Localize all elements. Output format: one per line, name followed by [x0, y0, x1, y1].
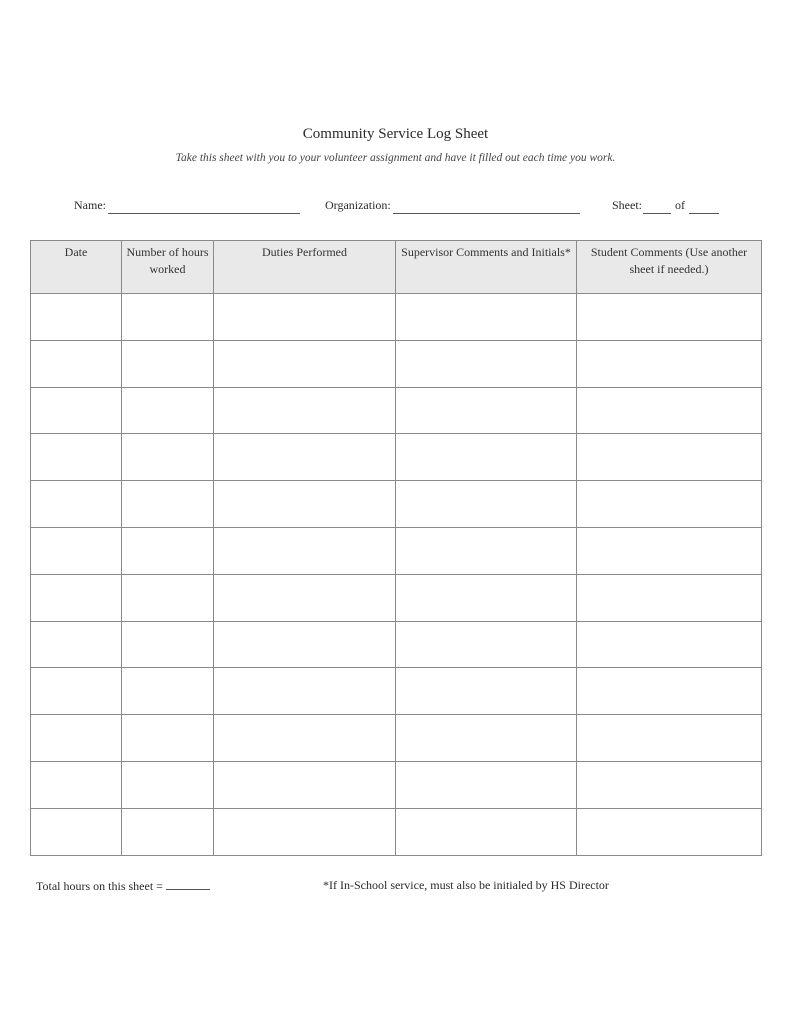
cell-student[interactable]: [577, 294, 762, 341]
table-row: [31, 668, 762, 715]
cell-supervisor[interactable]: [396, 668, 577, 715]
organization-field[interactable]: [393, 213, 580, 214]
col-header-date: Date: [31, 241, 122, 294]
header-fields: [0, 198, 791, 220]
table-row: [31, 481, 762, 528]
cell-student[interactable]: [577, 761, 762, 808]
cell-hours[interactable]: [122, 434, 214, 481]
name-label: Name:: [74, 198, 106, 212]
cell-date[interactable]: [31, 808, 122, 855]
cell-date[interactable]: [31, 434, 122, 481]
cell-supervisor[interactable]: [396, 574, 577, 621]
cell-supervisor[interactable]: [396, 434, 577, 481]
cell-student[interactable]: [577, 387, 762, 434]
page-title: Community Service Log Sheet: [302, 126, 489, 142]
organization-label: Organization:: [325, 198, 391, 212]
cell-duties[interactable]: [214, 294, 396, 341]
cell-date[interactable]: [31, 481, 122, 528]
total-hours-line: [36, 878, 210, 894]
cell-student[interactable]: [577, 340, 762, 387]
cell-student[interactable]: [577, 481, 762, 528]
total-hours-label: Total hours on this sheet =: [36, 879, 163, 893]
table-row: [31, 294, 762, 341]
cell-student[interactable]: [577, 715, 762, 762]
sheet-total-field[interactable]: [689, 213, 719, 214]
table-body: [31, 294, 762, 856]
cell-duties[interactable]: [214, 481, 396, 528]
cell-hours[interactable]: [122, 387, 214, 434]
cell-supervisor[interactable]: [396, 387, 577, 434]
sheet-number-field[interactable]: [643, 213, 671, 214]
cell-supervisor[interactable]: [396, 481, 577, 528]
col-header-student: Student Comments (Use another sheet if needed.): [577, 241, 762, 294]
cell-duties[interactable]: [214, 715, 396, 762]
name-field[interactable]: [108, 213, 300, 214]
cell-duties[interactable]: [214, 761, 396, 808]
cell-duties[interactable]: [214, 574, 396, 621]
cell-hours[interactable]: [122, 761, 214, 808]
table-row: [31, 340, 762, 387]
footnote: *If In-School service, must also be initialed by HS Director: [323, 878, 609, 892]
cell-duties[interactable]: [214, 434, 396, 481]
cell-student[interactable]: [577, 668, 762, 715]
sheet-label: Sheet:: [612, 198, 642, 212]
col-header-duties: Duties Performed: [214, 241, 396, 294]
cell-date[interactable]: [31, 621, 122, 668]
cell-hours[interactable]: [122, 481, 214, 528]
table-header-row: [31, 241, 762, 294]
cell-duties[interactable]: [214, 527, 396, 574]
table-row: [31, 574, 762, 621]
cell-supervisor[interactable]: [396, 808, 577, 855]
table-row: [31, 434, 762, 481]
cell-hours[interactable]: [122, 668, 214, 715]
cell-duties[interactable]: [214, 808, 396, 855]
cell-date[interactable]: [31, 574, 122, 621]
cell-duties[interactable]: [214, 668, 396, 715]
cell-hours[interactable]: [122, 294, 214, 341]
cell-student[interactable]: [577, 621, 762, 668]
cell-hours[interactable]: [122, 527, 214, 574]
total-hours-field[interactable]: [166, 878, 210, 890]
cell-duties[interactable]: [214, 387, 396, 434]
cell-duties[interactable]: [214, 621, 396, 668]
service-log-table: [30, 240, 762, 856]
table-row: [31, 621, 762, 668]
cell-date[interactable]: [31, 527, 122, 574]
cell-date[interactable]: [31, 668, 122, 715]
table-row: [31, 808, 762, 855]
cell-student[interactable]: [577, 574, 762, 621]
cell-supervisor[interactable]: [396, 294, 577, 341]
cell-date[interactable]: [31, 761, 122, 808]
cell-hours[interactable]: [122, 574, 214, 621]
cell-duties[interactable]: [214, 340, 396, 387]
cell-student[interactable]: [577, 808, 762, 855]
cell-supervisor[interactable]: [396, 621, 577, 668]
table-row: [31, 527, 762, 574]
cell-date[interactable]: [31, 715, 122, 762]
instructions-subtitle: Take this sheet with you to your volunteer assignment and have it filled out each time you work.: [175, 152, 616, 164]
cell-supervisor[interactable]: [396, 715, 577, 762]
cell-date[interactable]: [31, 387, 122, 434]
col-header-hours: Number of hours worked: [122, 241, 214, 294]
cell-hours[interactable]: [122, 808, 214, 855]
cell-date[interactable]: [31, 294, 122, 341]
cell-supervisor[interactable]: [396, 527, 577, 574]
cell-student[interactable]: [577, 434, 762, 481]
cell-date[interactable]: [31, 340, 122, 387]
cell-hours[interactable]: [122, 340, 214, 387]
cell-hours[interactable]: [122, 621, 214, 668]
cell-supervisor[interactable]: [396, 340, 577, 387]
table-row: [31, 387, 762, 434]
cell-supervisor[interactable]: [396, 761, 577, 808]
cell-student[interactable]: [577, 527, 762, 574]
table-row: [31, 761, 762, 808]
col-header-supervisor: Supervisor Comments and Initials*: [396, 241, 577, 294]
cell-hours[interactable]: [122, 715, 214, 762]
of-label: of: [675, 198, 685, 212]
table-row: [31, 715, 762, 762]
